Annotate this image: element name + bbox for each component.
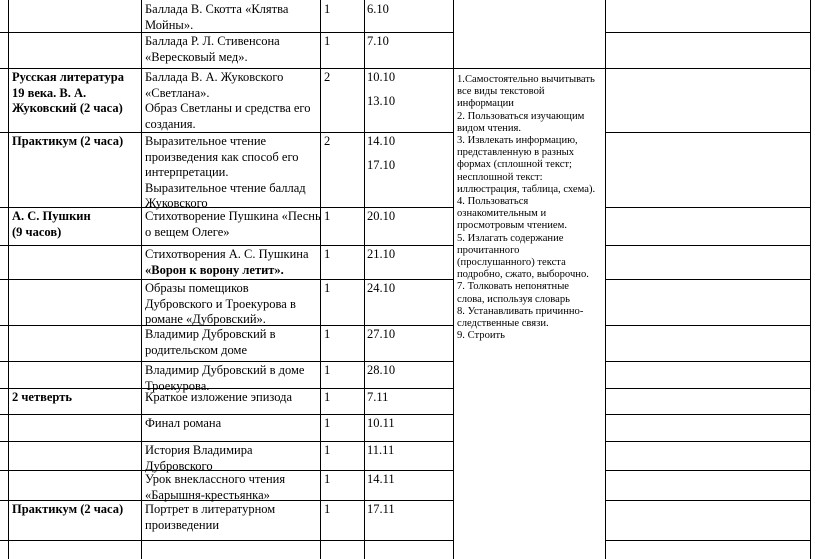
section-title: 19 века. В. А. — [12, 85, 87, 100]
lesson-hours: 1 — [324, 2, 331, 16]
row-rule — [0, 207, 453, 208]
lesson-date: 7.11 — [367, 390, 389, 404]
row-rule — [605, 414, 810, 415]
lesson-topic: интерпретации. — [145, 165, 229, 179]
lesson-topic: Баллада В. Скотта «Клятва — [145, 2, 289, 16]
lesson-topic: «Светлана». — [145, 85, 210, 100]
skills-line: формах (сплошной текст; — [457, 159, 572, 171]
skills-line: несплошной текст: — [457, 171, 543, 183]
skills-line: подробно, сжато, выборочно. — [457, 269, 589, 281]
lesson-hours: 1 — [324, 209, 331, 223]
lesson-date: 11.11 — [367, 443, 395, 457]
row-rule — [453, 68, 605, 69]
row-rule — [605, 470, 810, 471]
row-rule — [0, 441, 453, 442]
lesson-hours: 1 — [324, 472, 331, 486]
lesson-topic: Баллада В. А. Жуковского — [145, 70, 284, 84]
lesson-date: 20.10 — [367, 209, 396, 223]
lesson-date: 17.11 — [367, 502, 395, 516]
skills-line: 7. Толковать непонятные — [457, 281, 570, 293]
skills-line: ознакомительным и — [457, 208, 547, 220]
skills-line: 2. Пользоваться изучающим — [457, 110, 585, 122]
skills-line: 1.Самостоятельно вычитывать — [457, 74, 595, 85]
lesson-hours: 1 — [324, 443, 331, 457]
row-rule — [605, 441, 810, 442]
skills-line: 9. Строить — [457, 330, 506, 342]
section-title: Практикум (2 часа) — [12, 502, 124, 516]
lesson-date: 13.10 — [367, 94, 396, 108]
section-title: 2 четверть — [12, 390, 72, 404]
skills-line: (прослушанного) текста — [457, 257, 566, 268]
skills-line: следственные связи. — [457, 318, 549, 329]
skills-line: просмотровым чтением. — [457, 220, 567, 232]
row-rule — [605, 325, 810, 326]
lesson-topic: «Барышня-крестьянка» — [145, 487, 270, 502]
lesson-hours: 1 — [324, 327, 331, 341]
lesson-topic: произведении — [145, 517, 220, 532]
row-rule — [0, 470, 453, 471]
lesson-date: 17.10 — [367, 158, 396, 172]
row-rule — [605, 32, 810, 33]
skills-line: слова, используя словарь — [457, 293, 570, 305]
skills-line: все виды текстовой — [457, 86, 545, 98]
column-rule — [453, 0, 454, 559]
lesson-topic: создания. — [145, 116, 196, 131]
row-rule — [0, 132, 453, 133]
lesson-topic: Владимир Дубровский в доме — [145, 363, 305, 377]
lesson-topic: Финал романа — [145, 416, 222, 430]
lesson-hours: 1 — [324, 281, 331, 295]
row-rule — [0, 414, 453, 415]
skills-line: 8. Устанавливать причинно- — [457, 305, 584, 317]
lesson-topic: Дубровского — [145, 458, 213, 473]
row-rule — [605, 279, 810, 280]
skills-line: иллюстрация, таблица, схема). — [457, 183, 596, 195]
lesson-topic: Образы помещиков — [145, 281, 249, 295]
lesson-date: 6.10 — [367, 2, 389, 16]
row-rule — [605, 245, 810, 246]
lesson-topic: родительском доме — [145, 342, 248, 357]
lesson-date: 24.10 — [367, 281, 396, 295]
row-rule — [605, 388, 810, 389]
lesson-topic: «Ворон к ворону летит». — [145, 262, 284, 277]
column-rule — [810, 0, 811, 559]
lesson-hours: 1 — [324, 34, 331, 48]
lesson-topic: романе «Дубровский». — [145, 312, 266, 326]
row-rule — [605, 361, 810, 362]
lesson-date: 7.10 — [367, 34, 389, 48]
section-title: Практикум (2 часа) — [12, 134, 124, 148]
row-rule — [0, 68, 453, 69]
lesson-hours: 2 — [324, 70, 331, 84]
lesson-topic: о вещем Олеге» — [145, 224, 230, 239]
lesson-hours: 1 — [324, 363, 331, 377]
section-title: А. С. Пушкин — [12, 209, 91, 223]
lesson-topic: Стихотворение Пушкина «Песнь — [145, 209, 321, 223]
row-rule — [0, 279, 453, 280]
skills-line: представленную в разных — [457, 147, 575, 159]
lesson-date: 28.10 — [367, 363, 396, 377]
lesson-topic: Баллада Р. Л. Стивенсона — [145, 34, 280, 48]
row-rule — [0, 540, 453, 541]
row-rule — [0, 388, 453, 389]
lesson-topic: Портрет в литературном — [145, 502, 276, 516]
lesson-topic: Жуковского — [145, 196, 208, 210]
lesson-date: 14.11 — [367, 472, 395, 486]
row-rule — [0, 32, 453, 33]
lesson-topic: Мойны». — [145, 17, 194, 32]
skills-line: прочитанного — [457, 244, 520, 256]
lesson-topic: Выразительное чтение баллад — [145, 180, 306, 195]
lesson-date: 14.10 — [367, 134, 396, 148]
skills-line: информации — [457, 98, 514, 110]
lesson-topic: произведения как способ его — [145, 149, 299, 164]
skills-line: 4. Пользоваться — [457, 196, 529, 207]
lesson-hours: 1 — [324, 416, 331, 430]
lesson-date: 21.10 — [367, 247, 396, 261]
row-rule — [605, 68, 810, 69]
lesson-topic: Владимир Дубровский в — [145, 327, 276, 341]
skills-line: 5. Излагать содержание — [457, 232, 564, 244]
lesson-topic: Дубровского и Троекурова в — [145, 296, 296, 311]
lesson-date: 27.10 — [367, 327, 396, 341]
lesson-hours: 1 — [324, 247, 331, 261]
lesson-topic: Образ Светланы и средства его — [145, 101, 311, 115]
row-rule — [605, 207, 810, 208]
lesson-topic: Стихотворения А. С. Пушкина — [145, 247, 309, 261]
lesson-hours: 2 — [324, 134, 331, 148]
row-rule — [605, 500, 810, 501]
skills-line: видом чтения. — [457, 122, 522, 134]
section-title: Жуковский (2 часа) — [12, 101, 123, 115]
lesson-topic: Краткое изложение эпизода — [145, 390, 293, 404]
row-rule — [605, 132, 810, 133]
lesson-date: 10.10 — [367, 70, 396, 84]
lesson-hours: 1 — [324, 502, 331, 516]
lesson-topic: Троекурова. — [145, 378, 210, 393]
section-title: Русская литература — [12, 70, 124, 84]
lesson-topic: «Вересковый мед». — [145, 49, 248, 64]
lesson-topic: История Владимира — [145, 443, 253, 457]
lesson-date: 10.11 — [367, 416, 395, 430]
row-rule — [0, 361, 453, 362]
row-rule — [605, 540, 810, 541]
lesson-hours: 1 — [324, 390, 331, 404]
lesson-topic: Урок внеклассного чтения — [145, 472, 286, 486]
lesson-topic: Выразительное чтение — [145, 134, 267, 148]
row-rule — [0, 245, 453, 246]
skills-line: 3. Извлекать информацию, — [457, 135, 578, 146]
section-title: (9 часов) — [12, 224, 62, 239]
